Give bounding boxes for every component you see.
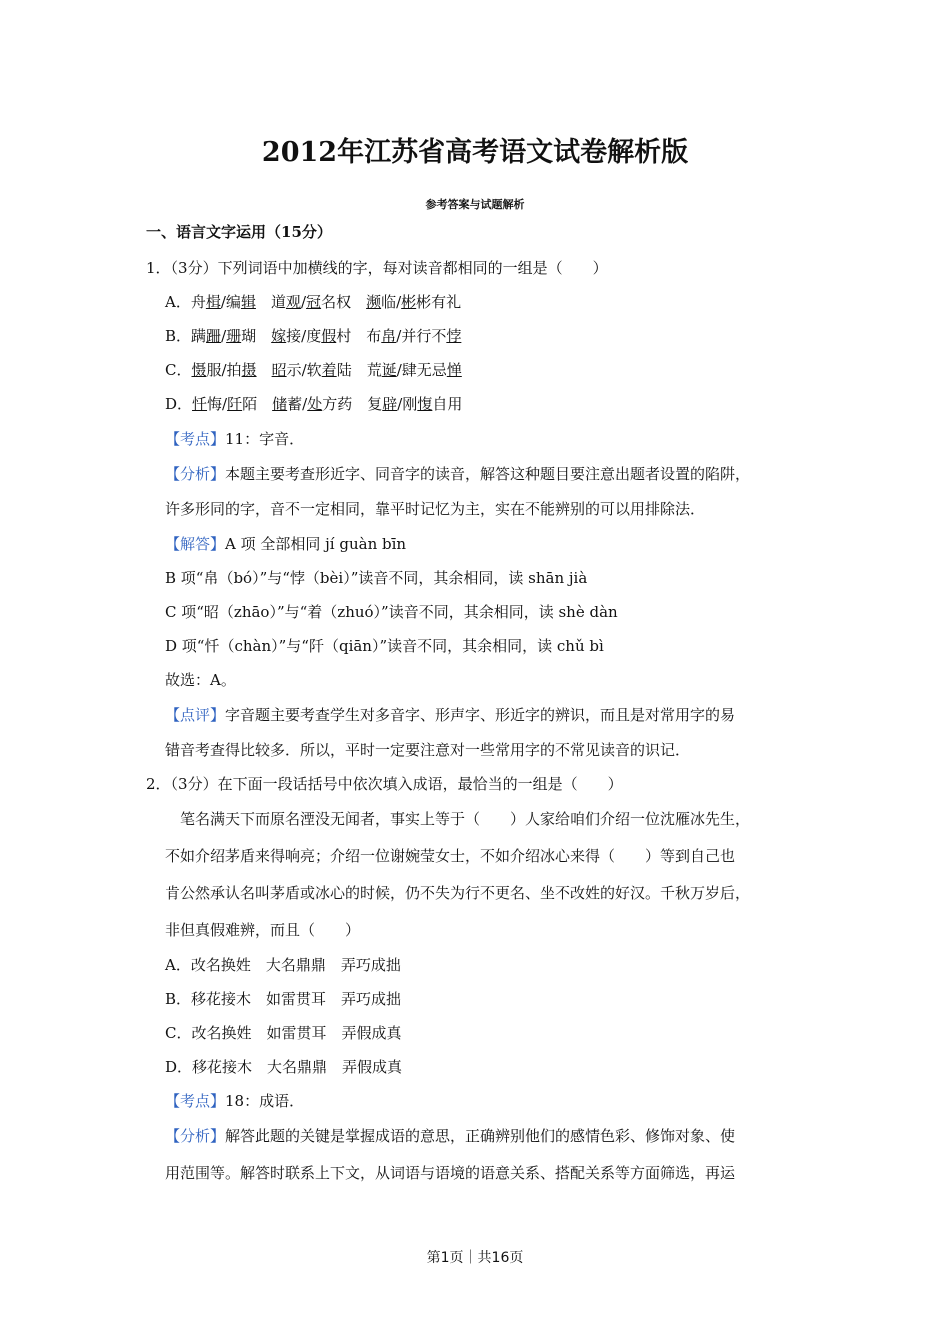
q1-option-d: D．忏悔/阡陌 储蓄/处方药 复辟/刚愎自用 xyxy=(165,395,463,413)
q1-option-b: B．蹒跚/珊瑚 嫁接/度假村 布帛/并行不悖 xyxy=(165,327,462,345)
q2-passage-line: 非但真假难辨，而且（ ） xyxy=(165,921,361,939)
q2-option-a: A．改名换姓 大名鼎鼎 弄巧成拙 xyxy=(165,956,401,974)
page-title: 2012年江苏省高考语文试卷解析版 xyxy=(261,137,689,168)
q2-fenxi: 【分析】解答此题的关键是掌握成语的意思，正确辨别他们的感情色彩、修饰对象、使 xyxy=(165,1127,736,1145)
q1-option-c: C．慑服/拍摄 昭示/软着陆 荒诞/肆无忌惮 xyxy=(165,361,462,379)
q1-jieda-b: B 项“帛（bó）”与“悖（bèi）”读音不同，其余相同，读 shān jià xyxy=(165,569,588,587)
page-footer: 第1页｜共16页 xyxy=(426,1250,524,1266)
question-1-stem: 1．（3分）下列词语中加横线的字，每对读音都相同的一组是（ ） xyxy=(146,259,608,277)
q1-fenxi-cont: 许多形同的字，音不一定相同，靠平时记忆为主，实在不能辨别的可以用排除法． xyxy=(165,500,706,518)
section-heading: 一、语言文字运用（15分） xyxy=(146,223,332,241)
q2-option-c: C．改名换姓 如雷贯耳 弄假成真 xyxy=(165,1024,402,1042)
q1-dianping: 【点评】字音题主要考查学生对多音字、形声字、形近字的辨识，而且是对常用字的易 xyxy=(165,706,736,724)
q1-option-a: A．舟楫/编辑 道观/冠名权 濒临/彬彬有礼 xyxy=(165,293,462,311)
q2-passage-line: 不如介绍茅盾来得响亮；介绍一位谢婉莹女士，不如介绍冰心来得（ ）等到自己也 xyxy=(165,847,736,865)
q2-passage-line: 笔名满天下而原名湮没无闻者，事实上等于（ ）人家给咱们介绍一位沈雁冰先生， xyxy=(165,810,751,828)
q1-jieda: 【解答】A 项 全部相同 jí guàn bīn xyxy=(165,535,407,553)
q1-jieda-c: C 项“昭（zhāo）”与“着（zhuó）”读音不同，其余相同，读 shè dàn xyxy=(165,603,618,621)
q1-kaodian: 【考点】11：字音． xyxy=(165,430,305,448)
q2-kaodian: 【考点】18：成语． xyxy=(165,1092,305,1110)
q2-fenxi-cont: 用范围等。解答时联系上下文，从词语与语境的语意关系、搭配关系等方面筛选，再运 xyxy=(165,1164,736,1182)
q2-option-d: D．移花接木 大名鼎鼎 弄假成真 xyxy=(165,1058,403,1076)
q1-fenxi: 【分析】本题主要考查形近字、同音字的读音，解答这种题目要注意出题者设置的陷阱， xyxy=(165,465,751,483)
q1-jieda-d: D 项“忏（chàn）”与“阡（qiān）”读音不同，其余相同，读 chǔ bì xyxy=(165,637,604,655)
page-subtitle: 参考答案与试题解析 xyxy=(425,198,525,211)
q1-answer: 故选：A。 xyxy=(165,671,236,689)
q2-option-b: B．移花接木 如雷贯耳 弄巧成拙 xyxy=(165,990,402,1008)
q2-passage-line: 肯公然承认名叫茅盾或冰心的时候，仍不失为行不更名、坐不改姓的好汉。千秋万岁后， xyxy=(165,884,751,902)
q1-dianping-cont: 错音考查得比较多．所以，平时一定要注意对一些常用字的不常见读音的识记． xyxy=(165,741,691,759)
question-2-stem: 2．（3分）在下面一段话括号中依次填入成语，最恰当的一组是（ ） xyxy=(146,775,623,793)
